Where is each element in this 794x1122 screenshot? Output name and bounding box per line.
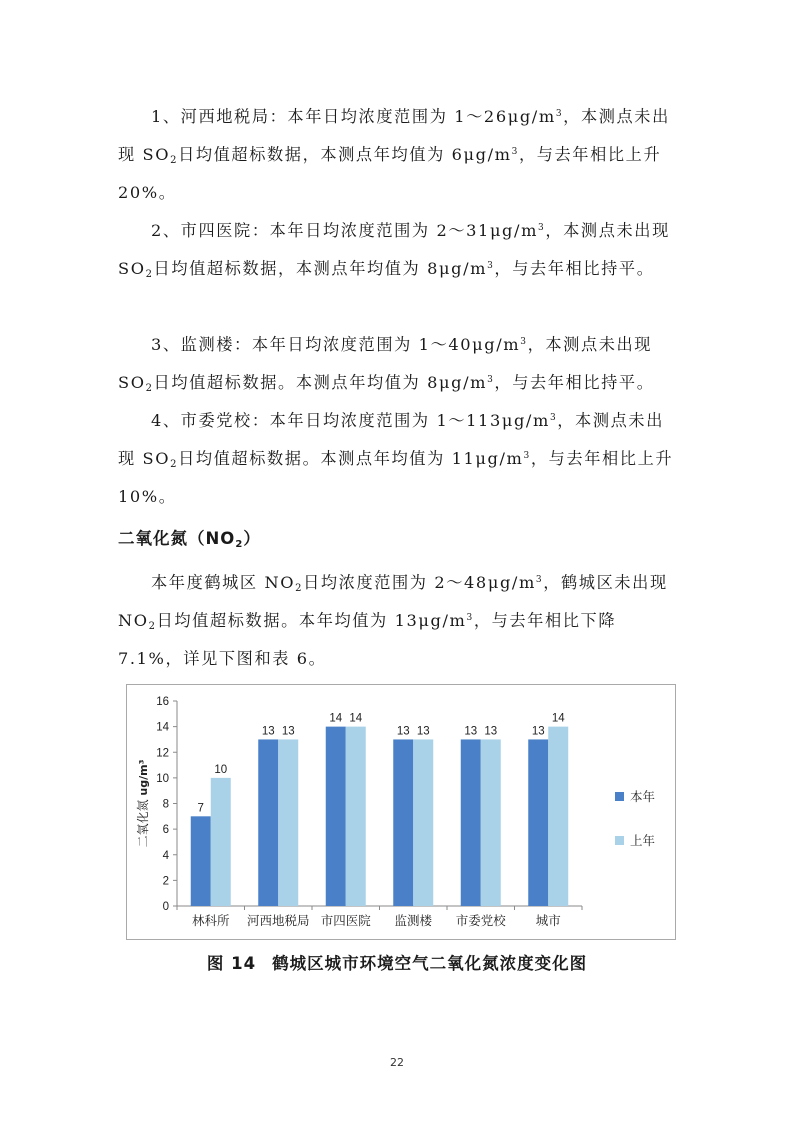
x-category-label: 监测楼 [394,913,433,928]
bar-current-year [258,739,278,906]
y-tick-label: 4 [162,849,169,862]
y-tick-label: 8 [162,798,169,811]
section-heading-no2: 二氧化氮$(NO_2)$ [118,529,261,550]
data-label: 14 [349,712,363,725]
x-category-label: 河西地税局 [246,913,310,928]
x-category-label: 林科所 [191,913,230,928]
legend-label: 本年 [630,789,656,804]
paragraph-fourth-hospital: 2、市四医院：本年日均浓度范围为 $2\sim 31\mu g/m^3$，本测点未出现 $SO_2$日均值超标数据，本测点年均值为 $8\mu g/m^3$，与去年相比持平。 [118,221,670,280]
x-category-label: 城市 [535,913,561,928]
y-axis-title [136,759,150,847]
legend-swatch [615,792,624,801]
bar-current-year [191,816,211,906]
bar-last-year [211,778,231,906]
chart-canvas [127,685,675,939]
bar-current-year [393,739,413,906]
no2-bar-chart [126,684,676,940]
bar-current-year [326,727,346,906]
bar-current-year [528,739,548,906]
y-tick-label: 14 [156,721,169,734]
paragraph-no2-summary: 本年度鹤城区 $NO_2$日均浓度范围为 $2\sim 48\mu g/m^3$，鹤城区未出现 $NO_2$日均值超标数据。本年均值为 $13\mu g/m^3$，与去年相比下降 7.1%，详见下图和表 6。 [118,573,668,668]
data-label: 13 [416,725,430,738]
bar-last-year [481,739,501,906]
figure-caption [0,950,794,974]
data-label: 14 [329,712,343,725]
x-category-label: 市委党校 [455,913,506,928]
data-label: 13 [484,725,498,738]
paragraph-monitoring-building: 3、监测楼：本年日均浓度范围为 $1\sim 40\mu g/m^3$，本测点未出现 $SO_2$日均值超标数据。本测点年均值为 $8\mu g/m^3$，与去年相比持平。 [118,335,655,394]
bar-current-year [461,739,481,906]
data-label: 13 [261,725,275,738]
data-label: 13 [531,725,545,738]
paragraph-party-school: 4、市委党校：本年日均浓度范围为 $1\sim 113\mu g/m^3$，本测点未出现 $SO_2$日均值超标数据。本测点年均值为 $11\mu g/m^3$，与去年相比上升 10%。 [118,411,674,506]
bar-last-year [413,739,433,906]
y-axis-title-unit: ug/m³ [137,759,150,796]
data-label: 13 [464,725,478,738]
legend-label: 上年 [630,833,656,848]
data-label: 14 [551,712,565,725]
bar-last-year [346,727,366,906]
y-tick-label: 6 [162,824,169,837]
y-tick-label: 0 [162,901,169,913]
y-axis-title-name: 二氧化氮 [136,795,150,848]
x-category-label: 市四医院 [320,913,371,928]
y-tick-label: 2 [162,875,169,888]
data-label: 10 [214,763,228,776]
legend-swatch [615,836,624,845]
y-tick-label: 16 [156,696,169,708]
y-tick-label: 10 [156,772,169,785]
page-number: 22 [390,1056,404,1069]
bar-last-year [548,727,568,906]
y-tick-label: 12 [156,747,169,760]
figure-title: 鹤城区城市环境空气二氧化氮浓度变化图 [272,954,588,973]
figure-number: 图 14 [206,954,257,973]
data-label: 7 [197,802,204,815]
data-label: 13 [396,725,410,738]
paragraph-hexi-tax-bureau: 1、河西地税局：本年日均浓度范围为 $1\sim 26\mu g/m^3$，本测点未出现 $SO_2$日均值超标数据，本测点年均值为 $6\mu g/m^3$，与去年相比上升 20%。 [118,107,670,202]
bar-last-year [278,739,298,906]
data-label: 13 [281,725,295,738]
